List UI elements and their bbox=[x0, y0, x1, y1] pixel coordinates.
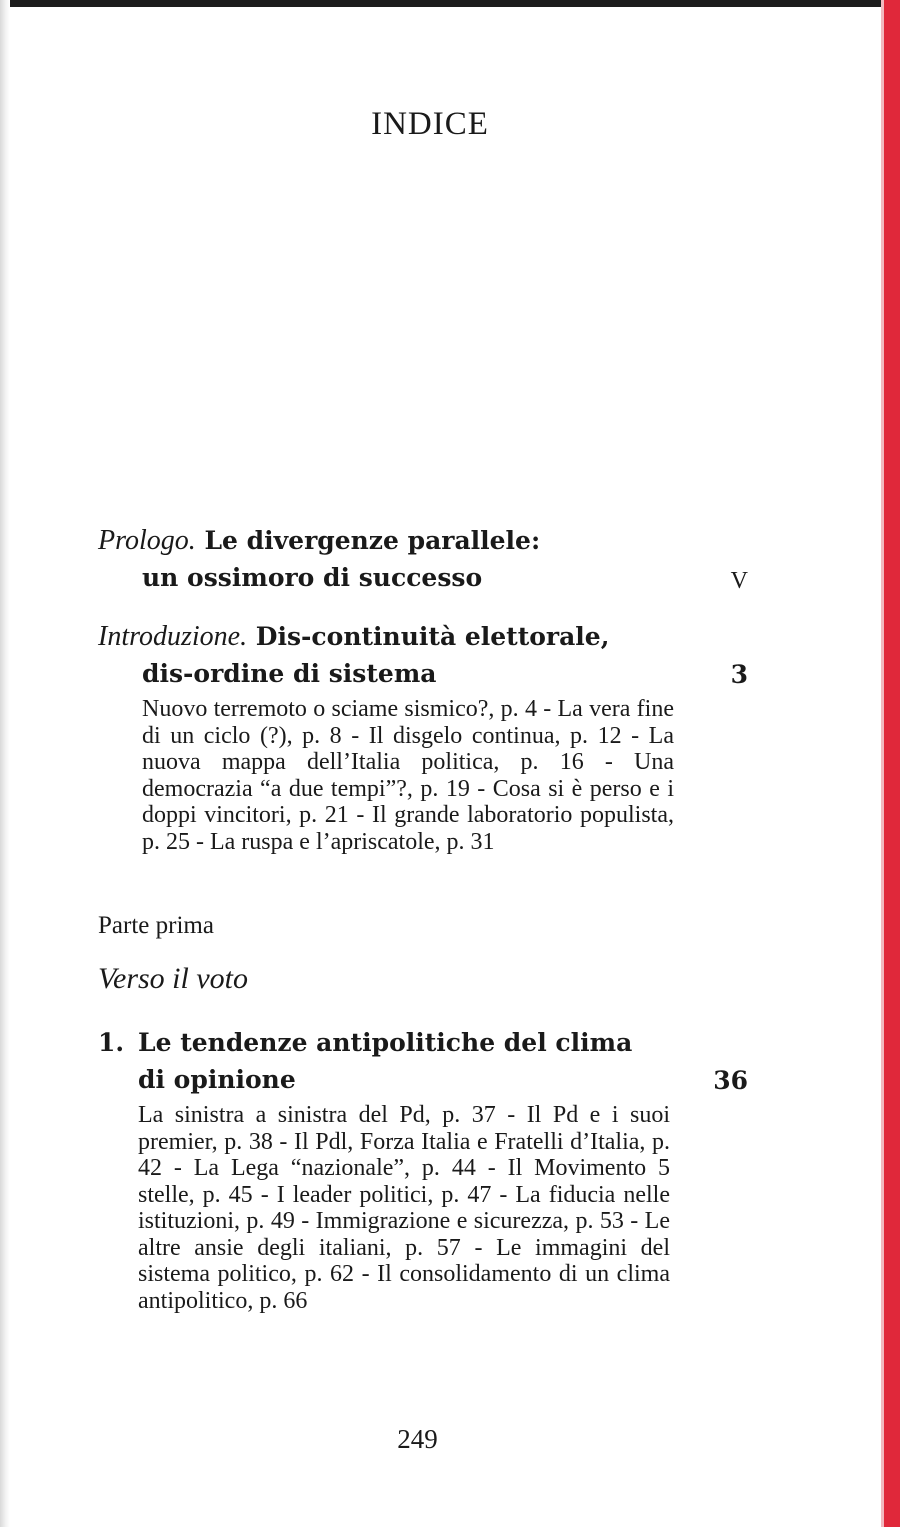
toc-entry-lead: Prologo. bbox=[98, 525, 196, 556]
toc-entry-introduzione bbox=[98, 618, 758, 855]
binding-shadow bbox=[0, 0, 10, 1527]
toc-entry-title-line2: un ossimoro di successo bbox=[142, 563, 483, 592]
toc-entry-title-line2: dis-ordine di sistema bbox=[142, 659, 437, 688]
part-label: Parte prima bbox=[98, 912, 214, 939]
page-title: INDICE bbox=[371, 106, 489, 142]
toc-page-number: 3 bbox=[730, 660, 748, 689]
toc-entry-title-line1: Le tendenze antipolitiche del clima bbox=[138, 1028, 633, 1057]
red-cover-edge bbox=[884, 0, 900, 1527]
toc-page-number: V bbox=[730, 568, 748, 594]
toc-entry-chapter-1 bbox=[98, 1024, 758, 1314]
page-folio-number: 249 bbox=[397, 1424, 438, 1454]
toc-page-number: 36 bbox=[713, 1066, 748, 1095]
part-title: Verso il voto bbox=[98, 962, 248, 995]
chapter-number: 1. bbox=[98, 1028, 125, 1057]
page-top-edge bbox=[0, 0, 900, 7]
toc-entry-prologo bbox=[98, 522, 758, 596]
toc-entry-heading bbox=[98, 522, 758, 559]
toc-entry-title-line1: Dis-continuità elettorale, bbox=[255, 622, 610, 651]
toc-entry-title-line1: Le divergenze parallele: bbox=[204, 526, 541, 555]
toc-entry-summary: Nuovo terremoto o sciame sismico?, p. 4 - La vera fine di un ciclo (?), p. 8 - Il disgelo continua, p. 12 - La nuova mappa dell’Italia politica, p. 16 - Una democrazia “a due tempi”?, p. 19 - Cosa si è perso e i doppi vincitori, p. 21 - Il grande laboratorio populista, p. 25 - La ruspa e l’apriscatole, p. 31 bbox=[142, 696, 674, 855]
toc-entry-title-line2: di opinione bbox=[138, 1065, 296, 1094]
toc-entry-heading bbox=[98, 1024, 758, 1061]
toc-entry-heading bbox=[98, 618, 758, 655]
toc-entry-summary: La sinistra a sinistra del Pd, p. 37 - Il Pd e i suoi premier, p. 38 - Il Pdl, Forza Italia e Fratelli d’Italia, p. 42 - La Lega “nazionale”, p. 44 - Il Movimento 5 stelle, p. 45 - I leader politici, p. 47 - La fiducia nelle istituzioni, p. 49 - Immigrazione e sicurezza, p. 53 - Le altre ansie degli italiani, p. 57 - Le immagini del sistema politico, p. 62 - Il consolidamento di un clima antipolitico, p. 66 bbox=[138, 1102, 670, 1314]
toc-entry-lead: Introduzione. bbox=[98, 621, 248, 652]
